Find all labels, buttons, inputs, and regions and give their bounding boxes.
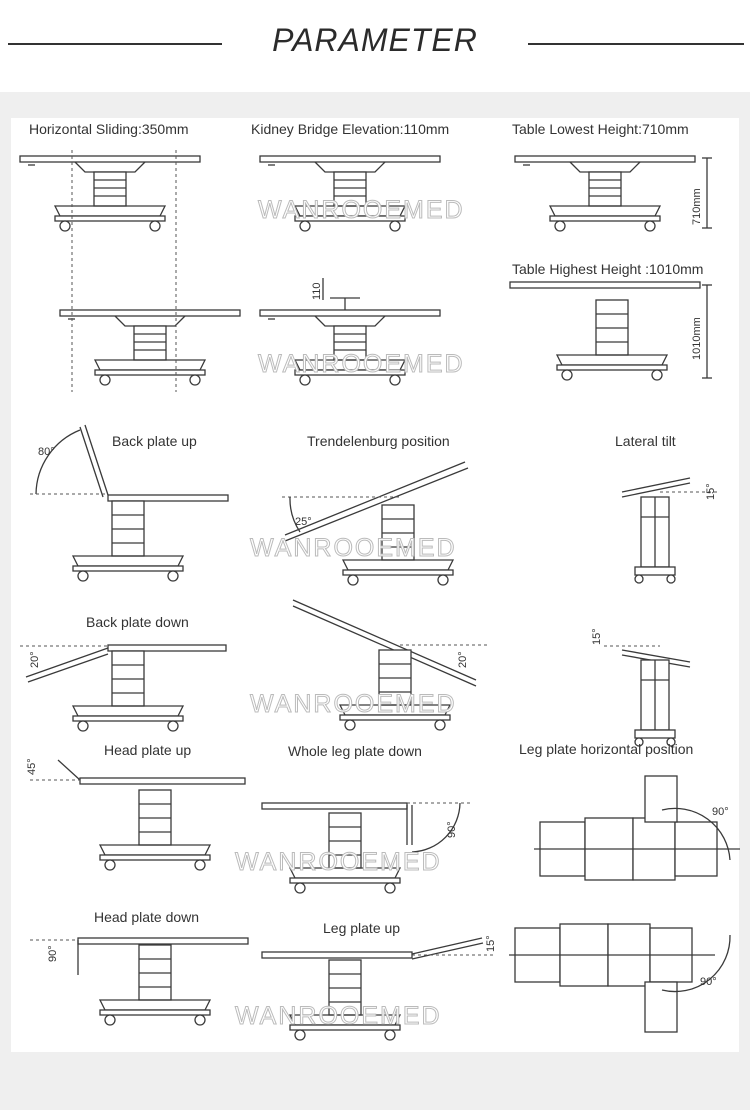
leg-horizontal-angle: 90°: [712, 806, 729, 818]
lowest-height-dim: 710mm: [691, 188, 703, 225]
highest-height-dim: 1010mm: [691, 317, 703, 360]
leg-plate-up-angle: 15°: [485, 935, 497, 952]
lateral-tilt-angle: 15°: [705, 483, 717, 500]
label-head-plate-up: Head plate up: [104, 742, 192, 758]
watermark: WANROOEMED: [250, 534, 457, 562]
label-back-plate-down: Back plate down: [86, 614, 189, 630]
watermark: WANROOEMED: [250, 690, 457, 718]
label-horizontal-sliding: Horizontal Sliding:350mm: [29, 121, 189, 137]
label-trendelenburg: Trendelenburg position: [307, 433, 450, 449]
head-plate-up-angle: 45°: [26, 758, 38, 775]
page-title: PARAMETER: [272, 22, 478, 58]
label-whole-leg-plate-down: Whole leg plate down: [288, 743, 422, 759]
watermark: WANROOEMED: [258, 350, 465, 378]
watermark: WANROOEMED: [235, 1002, 442, 1030]
label-table-lowest: Table Lowest Height:710mm: [512, 121, 689, 137]
label-leg-plate-up: Leg plate up: [323, 920, 401, 936]
back-plate-down-angle: 20°: [29, 651, 41, 668]
head-plate-down-angle: 90°: [47, 945, 59, 962]
trendelenburg-angle: 25°: [295, 516, 312, 528]
label-back-plate-up: Back plate up: [112, 433, 197, 449]
back-plate-up-angle: 80°: [38, 446, 55, 458]
watermark: WANROOEMED: [235, 848, 442, 876]
label-kidney-bridge: Kidney Bridge Elevation:110mm: [251, 121, 450, 137]
reverse-trendelenburg-angle: 20°: [457, 651, 469, 668]
whole-leg-down-angle: 90°: [446, 821, 458, 838]
label-lateral-tilt: Lateral tilt: [615, 433, 676, 449]
leg-horizontal-2-angle: 90°: [700, 976, 717, 988]
lateral-tilt-2-angle: 15°: [591, 628, 603, 645]
kidney-bridge-dim: 110: [311, 282, 323, 300]
watermark: WANROOEMED: [258, 196, 465, 224]
label-head-plate-down: Head plate down: [94, 909, 200, 925]
label-table-highest: Table Highest Height :1010mm: [512, 261, 704, 277]
label-leg-plate-horizontal: Leg plate horizontal position: [519, 741, 694, 757]
